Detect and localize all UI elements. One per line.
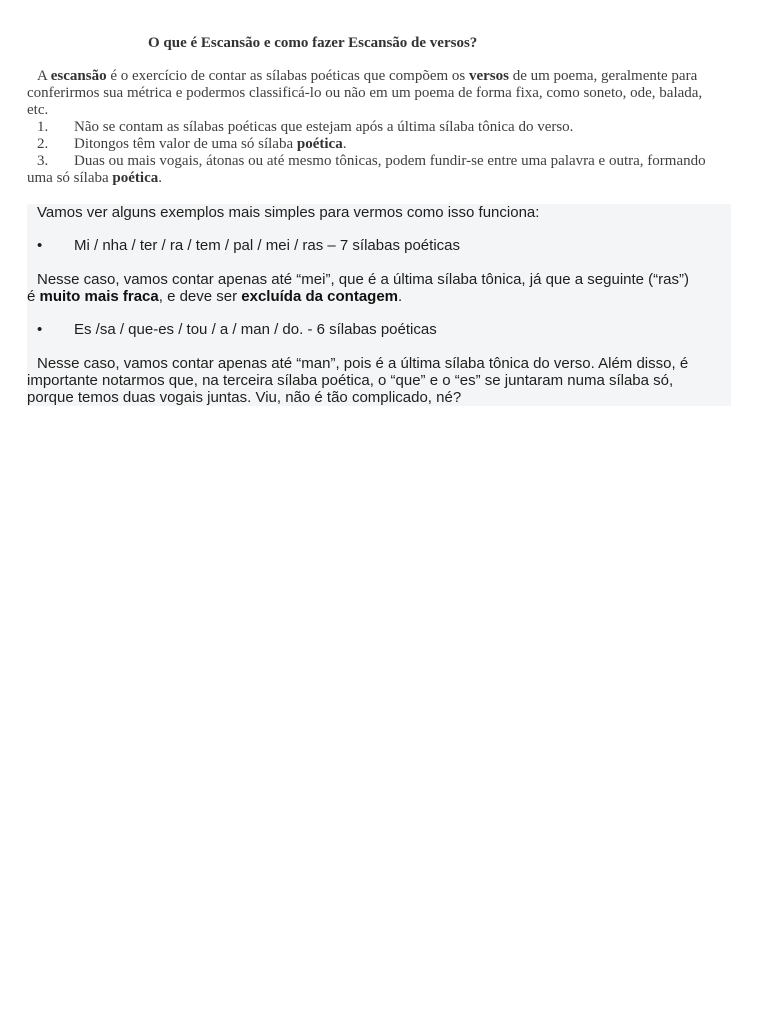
explanation-line bbox=[27, 271, 731, 288]
verse-example bbox=[27, 237, 731, 254]
examples-box bbox=[27, 204, 731, 406]
rule-text: Não se contam as sílabas poéticas que estejam após a última sílaba tônica do verso. bbox=[74, 119, 574, 135]
explanation-line bbox=[27, 355, 731, 372]
rule-number: 1. bbox=[37, 119, 49, 135]
rule-number: 3. bbox=[37, 153, 49, 169]
intro-line bbox=[27, 68, 706, 85]
page-title: O que é Escansão e como fazer Escansão de versos? bbox=[148, 35, 478, 51]
explanation-text: Nesse caso, vamos contar apenas até “mei”, que é a última sílaba tônica, já que a seguinte (“ras”) bbox=[37, 271, 689, 288]
explanation-text: Nesse caso, vamos contar apenas até “man”, pois é a última sílaba tônica do verso. Além disso, é bbox=[37, 355, 689, 372]
intro-line bbox=[27, 85, 706, 102]
bullet-icon: • bbox=[37, 321, 43, 338]
rule-text: Ditongos têm valor de uma só sílaba bbox=[74, 136, 297, 152]
bullet-icon: • bbox=[37, 237, 43, 254]
intro-text: é o exercício de contar as sílabas poéticas que compõem os bbox=[106, 68, 469, 84]
explanation-text: . bbox=[398, 288, 403, 305]
term-poetica: poética bbox=[296, 136, 343, 152]
intro-text: conferirmos sua métrica e podermos classificá-lo ou não em um poema de forma fixa, como soneto, ode, balada, bbox=[27, 85, 703, 101]
rule-number: 2. bbox=[37, 136, 49, 152]
intro-text: etc. bbox=[27, 102, 49, 118]
explanation-line bbox=[27, 288, 731, 305]
explanation-text: é bbox=[27, 288, 40, 305]
explanation-text: , e deve ser bbox=[158, 288, 242, 305]
intro-text: A bbox=[37, 68, 51, 84]
rule-item bbox=[27, 119, 706, 136]
explanation-line bbox=[27, 372, 731, 389]
verse-text: Es /sa / que-es / tou / a / man / do. - 6 sílabas poéticas bbox=[74, 321, 437, 338]
explanation-text: porque temos duas vogais juntas. Viu, não é tão complicado, né? bbox=[27, 389, 462, 406]
explanation-line bbox=[27, 389, 731, 406]
rule-text: uma só sílaba bbox=[27, 170, 113, 186]
verse-example bbox=[27, 321, 731, 338]
intro-line bbox=[27, 102, 706, 119]
rule-item-continuation bbox=[27, 170, 706, 187]
emphasis-text: excluída da contagem bbox=[241, 288, 398, 305]
term-poetica: poética bbox=[112, 170, 159, 186]
rule-item bbox=[27, 136, 706, 153]
verse-text: Mi / nha / ter / ra / tem / pal / mei / ras – 7 sílabas poéticas bbox=[74, 237, 460, 254]
rule-item bbox=[27, 153, 706, 170]
term-escansao: escansão bbox=[50, 68, 107, 84]
explanation-text: importante notarmos que, na terceira sílaba poética, o “que” e o “es” se juntaram numa sílaba só, bbox=[27, 372, 674, 389]
emphasis-text: muito mais fraca bbox=[39, 288, 159, 305]
rule-text: . bbox=[342, 136, 347, 152]
rule-text: Duas ou mais vogais, átonas ou até mesmo tônicas, podem fundir-se entre uma palavra e outra, formando bbox=[74, 153, 706, 169]
term-versos: versos bbox=[468, 68, 509, 84]
rule-text: . bbox=[158, 170, 162, 186]
examples-lead: Vamos ver alguns exemplos mais simples para vermos como isso funciona: bbox=[37, 204, 540, 221]
intro-section bbox=[27, 68, 706, 187]
intro-text: de um poema, geralmente para bbox=[508, 68, 698, 84]
